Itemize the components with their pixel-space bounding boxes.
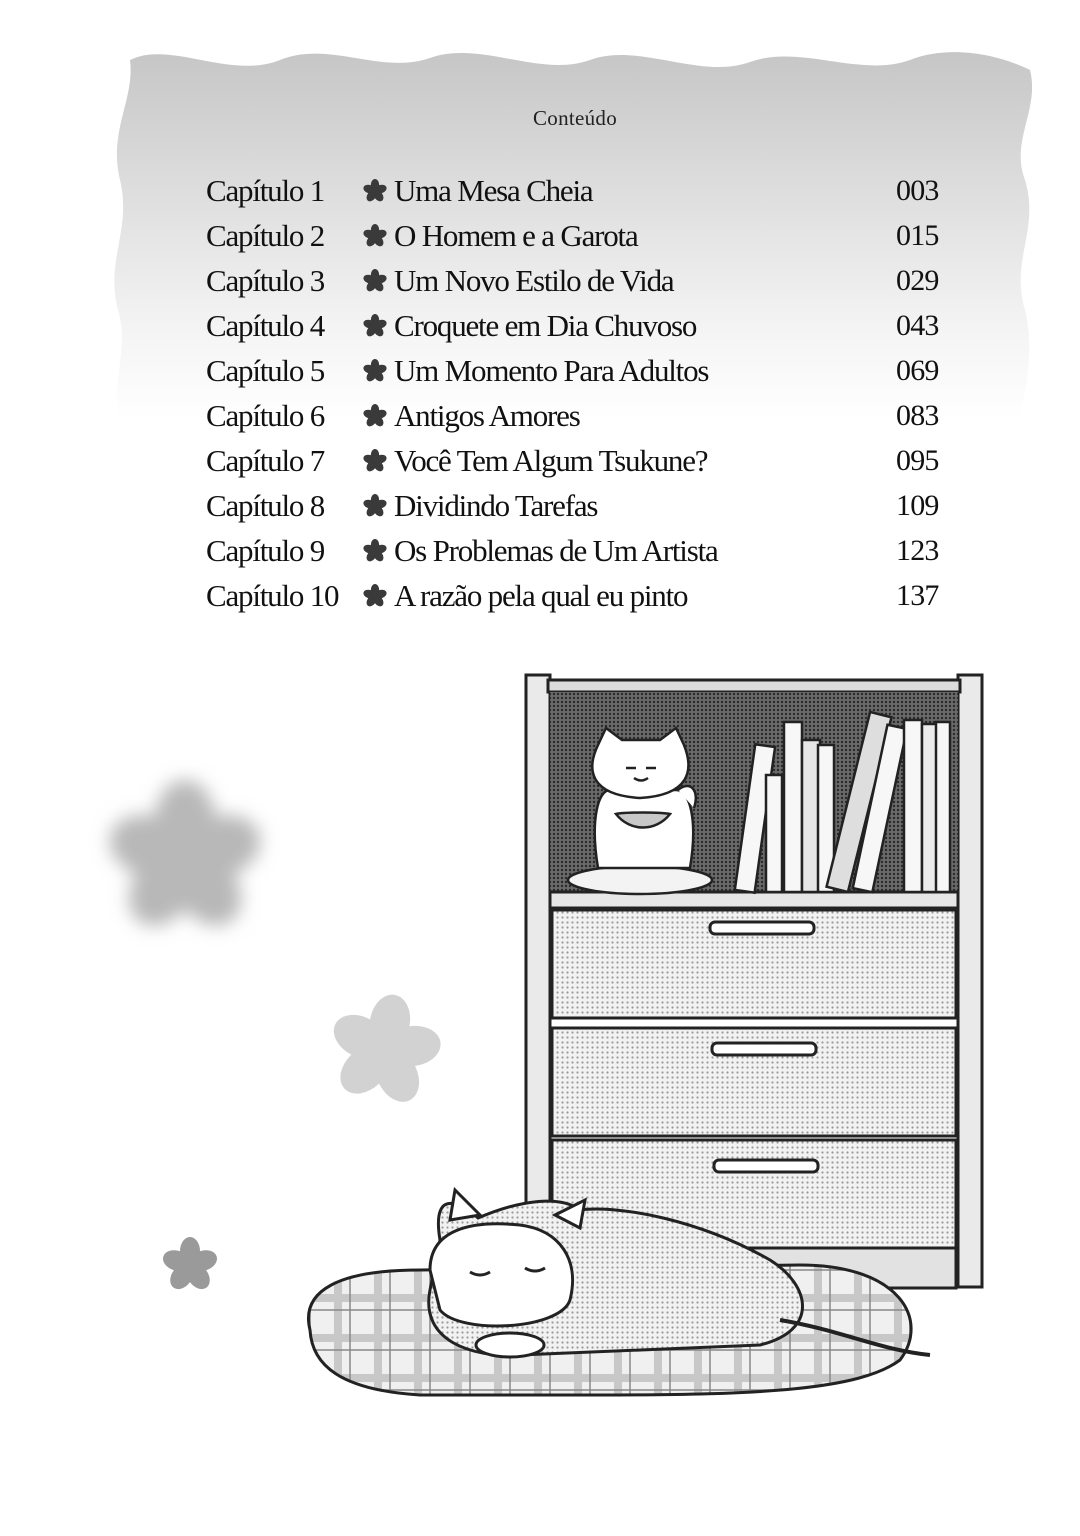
chapter-name: O Homem e a Garota	[394, 217, 638, 253]
chapter-page: 069	[896, 353, 939, 387]
chapter-page: 015	[896, 218, 939, 252]
flower-bullet-icon	[356, 269, 394, 293]
chapter-label: Capítulo 5	[206, 352, 325, 388]
chapter-name: Croquete em Dia Chuvoso	[394, 307, 697, 343]
flower-decoration-icon	[160, 1237, 219, 1294]
toc-list	[206, 168, 966, 618]
chapter-page: 123	[896, 533, 939, 567]
chapter-label: Capítulo 6	[206, 397, 325, 433]
flower-bullet-icon	[356, 494, 394, 518]
chapter-label: Capítulo 10	[206, 577, 339, 613]
chapter-label: Capítulo 8	[206, 487, 325, 523]
flower-decoration-icon	[102, 780, 269, 939]
toc-title: Conteúdo	[532, 106, 618, 130]
toc-row	[206, 438, 966, 483]
chapter-name: Você Tem Algum Tsukune?	[394, 442, 708, 478]
cat-bookshelf-illustration	[0, 620, 1080, 1536]
toc-row	[206, 258, 966, 303]
chapter-name: Os Problemas de Um Artista	[394, 532, 718, 568]
toc-row	[206, 213, 966, 258]
chapter-page: 137	[896, 578, 939, 612]
chapter-page: 043	[896, 308, 939, 342]
chapter-label: Capítulo 1	[206, 172, 325, 208]
chapter-page: 109	[896, 488, 939, 522]
toc-row	[206, 348, 966, 393]
toc-row	[206, 573, 966, 618]
chapter-label: Capítulo 4	[206, 307, 325, 343]
chapter-label: Capítulo 2	[206, 217, 325, 253]
flower-decoration-icon	[317, 985, 454, 1117]
chapter-label: Capítulo 3	[206, 262, 325, 298]
flower-bullet-icon	[356, 404, 394, 428]
chapter-name: A razão pela qual eu pinto	[394, 577, 688, 613]
flower-bullet-icon	[356, 179, 394, 203]
chapter-label: Capítulo 9	[206, 532, 325, 568]
chapter-name: Uma Mesa Cheia	[394, 172, 593, 208]
chapter-page: 083	[896, 398, 939, 432]
chapter-name: Um Momento Para Adultos	[394, 352, 709, 388]
chapter-name: Antigos Amores	[394, 397, 580, 433]
chapter-page: 095	[896, 443, 939, 477]
flower-bullet-icon	[356, 359, 394, 383]
chapter-name: Um Novo Estilo de Vida	[394, 262, 674, 298]
chapter-page: 029	[896, 263, 939, 297]
toc-row	[206, 528, 966, 573]
flower-bullet-icon	[356, 539, 394, 563]
chapter-label: Capítulo 7	[206, 442, 325, 478]
flower-bullet-icon	[356, 224, 394, 248]
toc-row	[206, 168, 966, 213]
flower-bullet-icon	[356, 584, 394, 608]
flower-bullet-icon	[356, 314, 394, 338]
toc-row	[206, 393, 966, 438]
toc-row	[206, 483, 966, 528]
chapter-page: 003	[896, 173, 939, 207]
flower-bullet-icon	[356, 449, 394, 473]
toc-row	[206, 303, 966, 348]
chapter-name: Dividindo Tarefas	[394, 487, 598, 523]
